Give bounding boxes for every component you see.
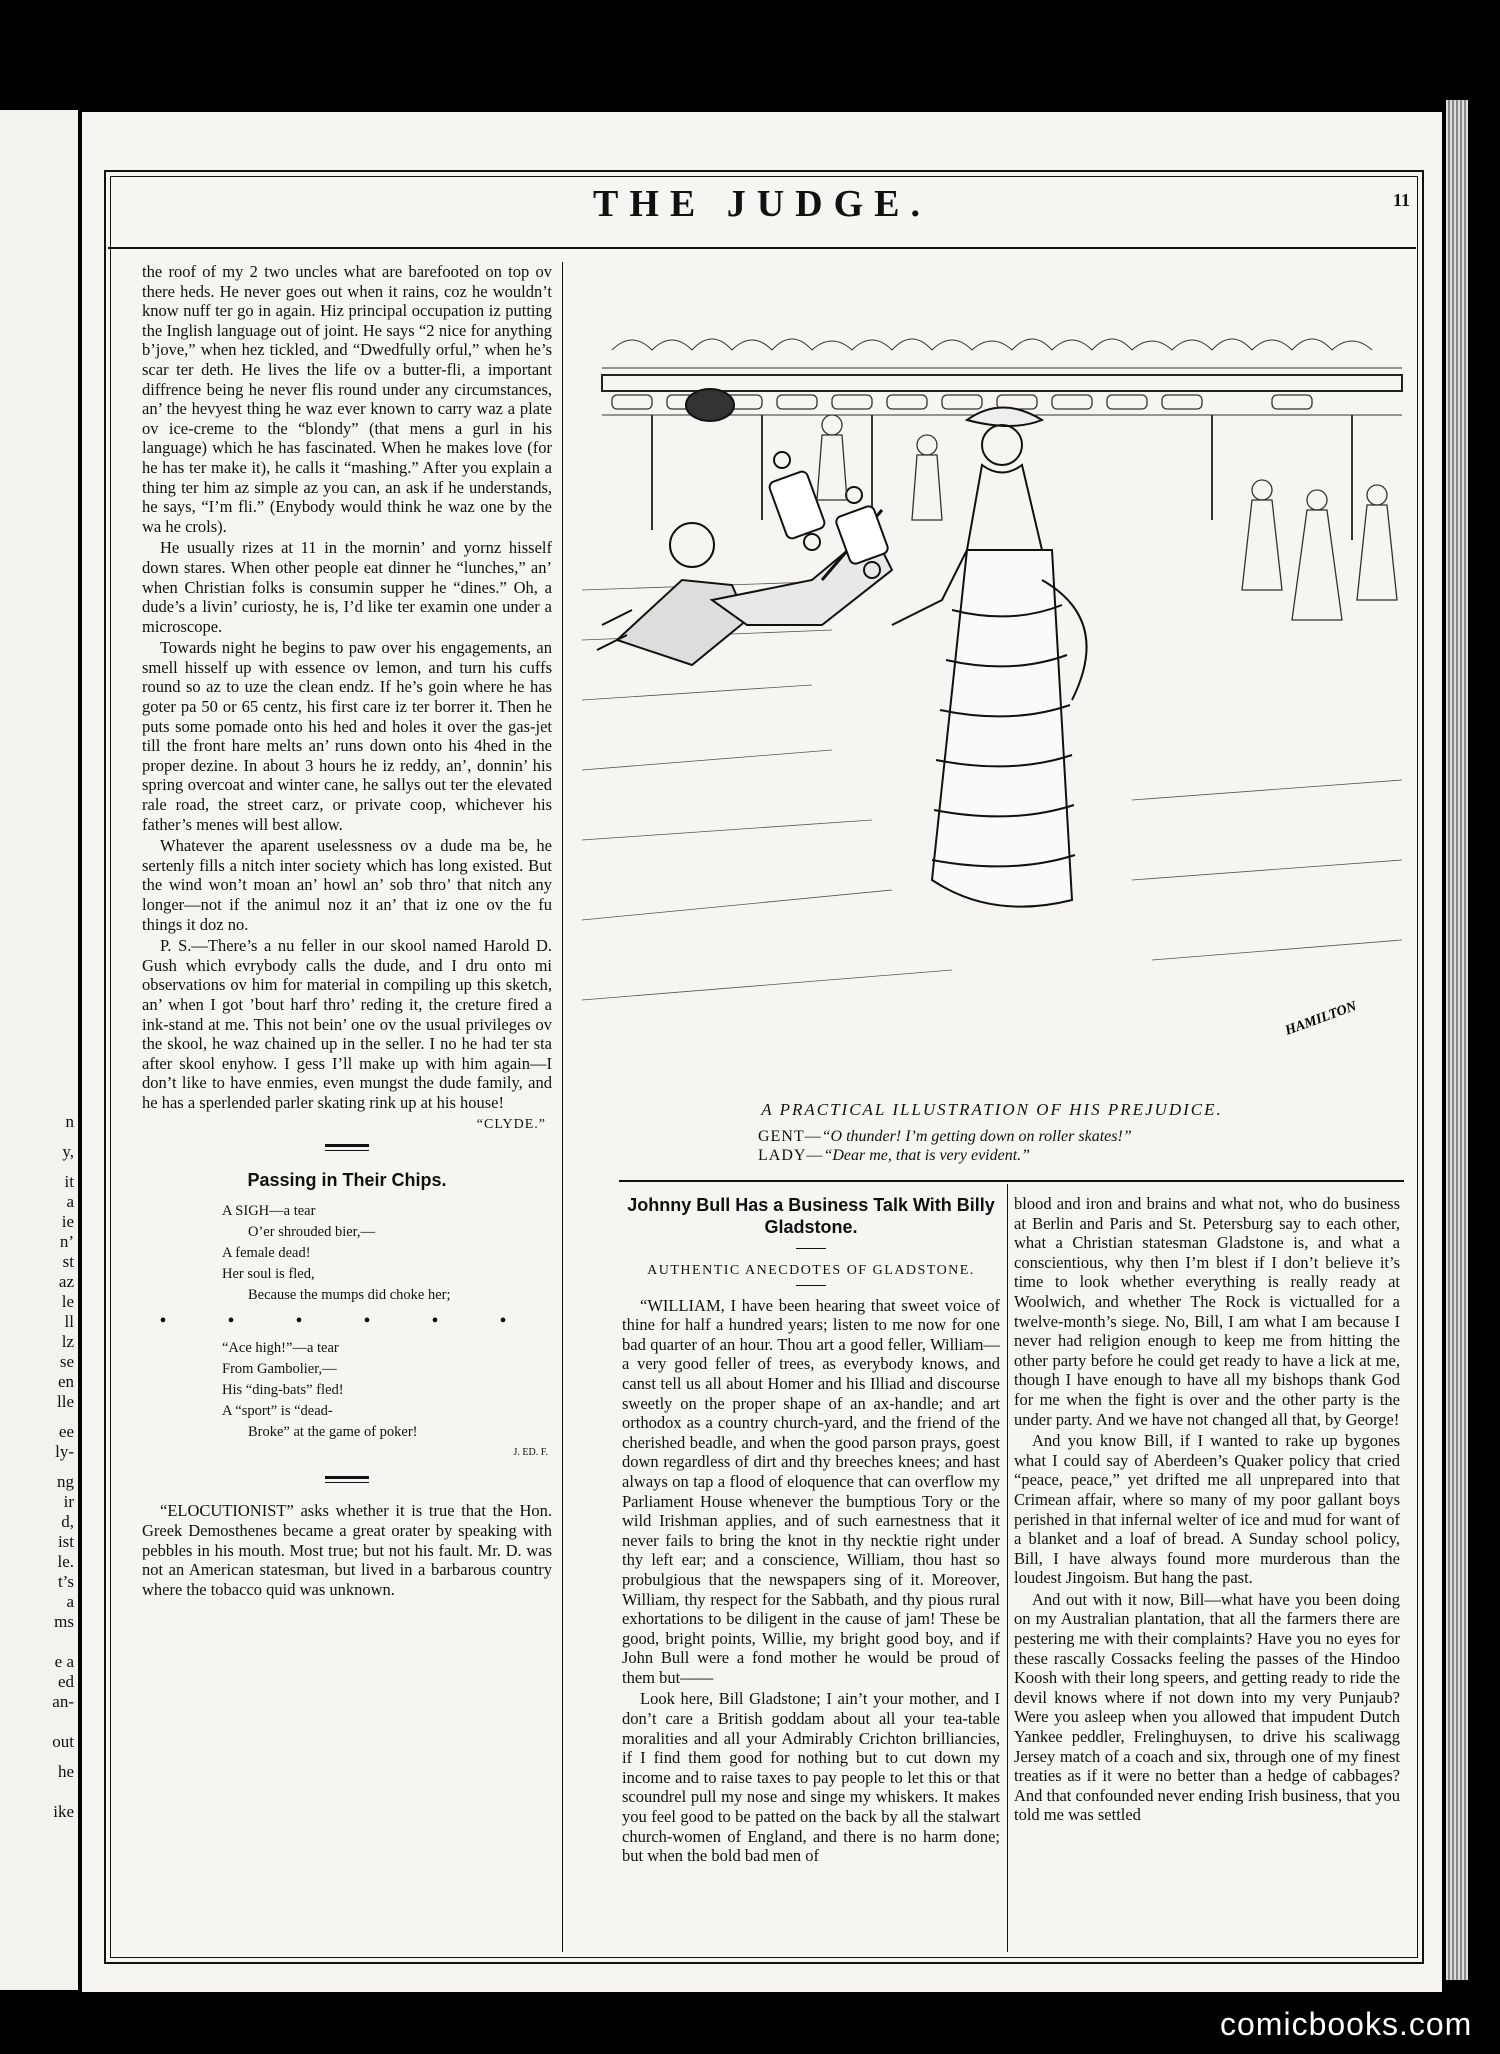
prev-page-text-fragment: le (61, 1292, 74, 1311)
paragraph: “WILLIAM, I have been hearing that sweet voice of thine for half a hundred years; listen to me now for one bad quarter of an hour. Thou art a good feller, William—a very good feller of trees, as everybody knows, and canst tell us all about Homer and his Illiad and discourse sweetly on the proper shape of an ax-handle; and art orthodox as a country church-yard, and the friend of the cherished beadle, and when the good parson prays, goest down regardless of dirt and thy breeches knees; and hast always on tap a flood of eloquence that can overflow my Parliament House whenever the bumptious Tory or the wild Irishman applies, and of such earnestness that it never fails to bring the knot in thy necktie right under thy left ear; and a conscience, William, thou hast so probulgious that the newspapers sing of it. Moreover, William, thy respect for the Sabbath, and thy pious rural exhortations to be diligent in the cause of jam! These be good, bright points, Willie, my bright good boy, and if John Bull were a fond mother he would be proud of them but—— (622, 1295, 1000, 1687)
poem-stanza-2 (222, 1338, 552, 1443)
prev-page-text-fragment: az (58, 1272, 74, 1291)
prev-page-text-fragment: a (66, 1592, 74, 1611)
speaker-lady: LADY— (758, 1147, 824, 1164)
prev-page-text-fragment: ist (57, 1532, 74, 1551)
poem-line: O’er shrouded bier,— (248, 1224, 376, 1241)
paragraph-elocutionist: “ELOCUTIONIST” asks whether it is true that the Hon. Greek Demosthenes became a great orater by speaking with pebbles in his mouth. Most true; but not his fault. Mr. D. was not an American statesman, but lived in a barbarous country where the tobacco quid was unknown. (142, 1501, 552, 1599)
prev-page-text-fragment: ie (61, 1212, 74, 1231)
paragraph: And you know Bill, if I wanted to rake up bygones what I could say of Aberdeen’s Quaker policy that cried “peace, peace,” yet drifted me all unprepared into that Crimean affair, where so many of my poor gallant boys perished in that infernal welter of ice and mud for want of a blanket and a loaf of bread. A Sunday school policy, Bill, I have always found more murderous than the loudest Jingoism. But hang the past. (1014, 1431, 1400, 1588)
prev-page-text-fragment: ike (53, 1802, 74, 1821)
header-rule (108, 247, 1416, 249)
prev-page-text-fragment: lz (61, 1332, 74, 1351)
poem-line: Broke” at the game of poker! (248, 1423, 418, 1440)
prev-page-text-fragment: a (66, 1192, 74, 1211)
paragraph: Look here, Bill Gladstone; I ain’t your mother, and I don’t care a British goddam about all your tea-table moralities and all your Admirably Crichton brilliancies, if I find them good for nothing but to cut down my income and to raise taxes to pay people to let this or that scoundrel pull my nose and singe my whiskers. It makes you feel good to be patted on the back by all the stalwart church-women of England, and there is no harm done; but when the bold bad men of (622, 1689, 1000, 1866)
poem-line: From Gambolier,— (222, 1360, 337, 1377)
prev-page-text-fragment: ly- (55, 1442, 74, 1461)
paragraph: the roof of my 2 two uncles what are barefooted on top ov there heds. He never goes out when it rains, coz he wouldn’t know nuff ter go in again. Hiz principal occupation iz putting the Inglish language out of joint. He says “2 nice for anything b’jove,” when hez tickled, and “Dwedfully orful,” when he’s scar ter deth. He lives the life ov a butter-fli, a important diffrence being he never flis round under any circumstances, an’ the hevyest thing he waz ever known to carry waz a plate ov ice-creme to the “blondy” (that mens a gurl in his language) which he has fascinated. When he makes love (for he has ter make it), he calls it “mashing.” After you explain a thing ter him az simple az you can, an ask if he understands, he says, “I’m fli.” (Enybody would think he waz one by the wa he crols). (142, 262, 552, 536)
section-divider (325, 1144, 369, 1151)
paragraph: Whatever the aparent uselessness ov a dude ma be, he sertenly fills a nitch inter society which has long existed. But the wind won’t moan an’ howl an’ sob thro’ that nitch any longer—not if the animul noz it an’ that iz one ov the fu things it doz no. (142, 836, 552, 934)
signature-clyde: “CLYDE.” (476, 1116, 546, 1132)
poem-stanza-1 (222, 1201, 552, 1306)
cartoon-illustration (572, 280, 1412, 1070)
prev-page-text-fragment: e a (54, 1652, 74, 1671)
artist-signature: HAMILTON (1283, 999, 1359, 1039)
page-edge-stack (1446, 100, 1468, 1980)
prev-page-text-fragment: st (62, 1252, 74, 1271)
prev-page-text-fragment: le. (57, 1552, 74, 1571)
prev-page-text-fragment: se (59, 1352, 74, 1371)
poem-line: Her soul is fled, (222, 1266, 315, 1283)
column-rule (562, 262, 563, 1952)
prev-page-text-fragment: n (65, 1112, 74, 1131)
prev-page-text-fragment: n’ (59, 1232, 74, 1251)
poem-line: A “sport” is “dead- (222, 1402, 333, 1419)
magazine-page (82, 112, 1442, 1992)
prev-page-text-fragment: ir (63, 1492, 74, 1511)
prev-page-text-fragment: out (52, 1732, 74, 1751)
article-title: Johnny Bull Has a Business Talk With Billy Gladstone. (627, 1195, 995, 1237)
poem-line: His “ding-bats” fled! (222, 1381, 344, 1398)
page-number: 11 (1392, 190, 1410, 210)
column-right (1014, 1194, 1400, 1827)
section-divider (325, 1476, 369, 1483)
paragraph: blood and iron and brains and what not, who do business at Berlin and Paris and St. Petersburg say to each other, what a Christian statesman Gladstone is, and what a conscientious, why then I’m blest if I don’t believe it’s time to look whether everything is really ready at Woolwich, and whether The Rock is victualled for a twelve-month’s siege. No, Bill, I am what I am because I never had religion enough to keep me from hitting the other party before he could get ready to have a lick at me, though I have enough to have all my bishops thank God for me when the fight is over and the other party is the under party. And we have not changed all that, by George! (1014, 1194, 1400, 1429)
paragraph: And out with it now, Bill—what have you been doing on my Australian plantation, that all the farmers there are pestering me with their complaints? Have you no eyes for these rascally Cossacks feeling the passes of the Hindoo Koosh with their long speers, and getting ready to ride the devil knows where if not down into my very Punjaub? Were you asleep when you allowed that impudent Dutch Yankee peddler, Frelinghuysen, to drive his scaliwagg Jersey match of a coach and six, through one of my finest treaties as if it were no better than a hedge of cabbages? And that confounded never ending Irish business, that you told me was settled (1014, 1589, 1400, 1825)
prev-page-text-fragment: y, (62, 1142, 74, 1161)
article-subtitle: AUTHENTIC ANECDOTES OF GLADSTONE. (647, 1263, 975, 1278)
prev-page-text-fragment: d, (61, 1512, 74, 1531)
prev-page-text-fragment: an- (52, 1692, 74, 1711)
poem-signature: J. ED. F. (513, 1446, 548, 1458)
previous-page-fragment (0, 110, 78, 1990)
poem-line: A female dead! (222, 1245, 311, 1262)
masthead-title: THE JUDGE. (592, 183, 932, 225)
subtitle-rule (796, 1285, 826, 1286)
prev-page-text-fragment: en (57, 1372, 74, 1391)
speaker-gent: GENT— (758, 1128, 822, 1145)
prev-page-text-fragment: it (64, 1172, 74, 1191)
poem-title: Passing in Their Chips. (247, 1170, 447, 1191)
poem-line: Because the mumps did choke her; (248, 1287, 451, 1304)
article-top-rule (619, 1180, 1404, 1182)
prev-page-text-fragment: ee (58, 1422, 74, 1441)
poem-line: A SIGH—a tear (222, 1203, 316, 1220)
prev-page-text-fragment: ms (54, 1612, 74, 1631)
prev-page-text-fragment: ed (57, 1672, 74, 1691)
title-rule (796, 1248, 826, 1249)
column-middle (622, 1194, 1000, 1868)
cartoon-caption: A PRACTICAL ILLUSTRATION OF HIS PREJUDICE. (761, 1100, 1223, 1119)
column-rule (1007, 1184, 1008, 1952)
paragraph: P. S.—There’s a nu feller in our skool named Harold D. Gush which evrybody calls the dude, and I dru onto mi observations ov him for material in compiling up this sketch, an’ when I got ’bout harf thro’ reding it, the creture fired a ink-stand at me. This not bein’ one ov the usual privileges ov the skool, he waz chained up in the seller. I no he had ter sta after skool enyhow. I gess I’ll make up with him again—I don’t like to have enmies, even mungst the dude family, and he has a sperlended parler skating rink up at his house! (142, 936, 552, 1112)
site-watermark: comicbooks.com (1220, 2006, 1473, 2042)
prev-page-text-fragment: lle (57, 1392, 74, 1411)
paragraph: He usually rizes at 11 in the mornin’ and yornz hisself down stares. When other people eat dinner he “lunches,” an’ when Christian folks is consumin supper he “dines.” Oh, a dude’s a livin’ curiosty, he is, I’d like ter examin one under a microscope. (142, 538, 552, 636)
ornament-dots: • • • • • • (159, 1310, 535, 1333)
cartoon-dialogue (758, 1127, 1132, 1165)
prev-page-text-fragment: ll (64, 1312, 74, 1331)
column-left (142, 262, 552, 1601)
cartoon-drawing (572, 280, 1412, 1070)
prev-page-text-fragment: he (57, 1762, 74, 1781)
poem-line: “Ace high!”—a tear (222, 1339, 339, 1356)
prev-page-text-fragment: t’s (57, 1572, 74, 1591)
lady-line: “Dear me, that is very evident.” (823, 1147, 1031, 1164)
prev-page-text-fragment: ng (57, 1472, 74, 1491)
paragraph: Towards night he begins to paw over his engagements, an smell hisself up with essence ov lemon, and turn his cuffs round so az to uze the clean endz. If he’s goin where he has goter pa 50 or 65 centz, his first care iz ter borrer it. Then he puts some pomade onto his hed and holes it over the gas-jet till the front hare melts an’ runs down onto his 4hed in the proper dezine. In about 3 hours he iz reddy, an’, donnin’ his spring overcoat and winter cane, he sallys out ter the elevated rale road, the street carz, or private coop, whichever his father’s menes will best allow. (142, 638, 552, 834)
gent-line: “O thunder! I’m getting down on roller skates!” (821, 1128, 1132, 1145)
